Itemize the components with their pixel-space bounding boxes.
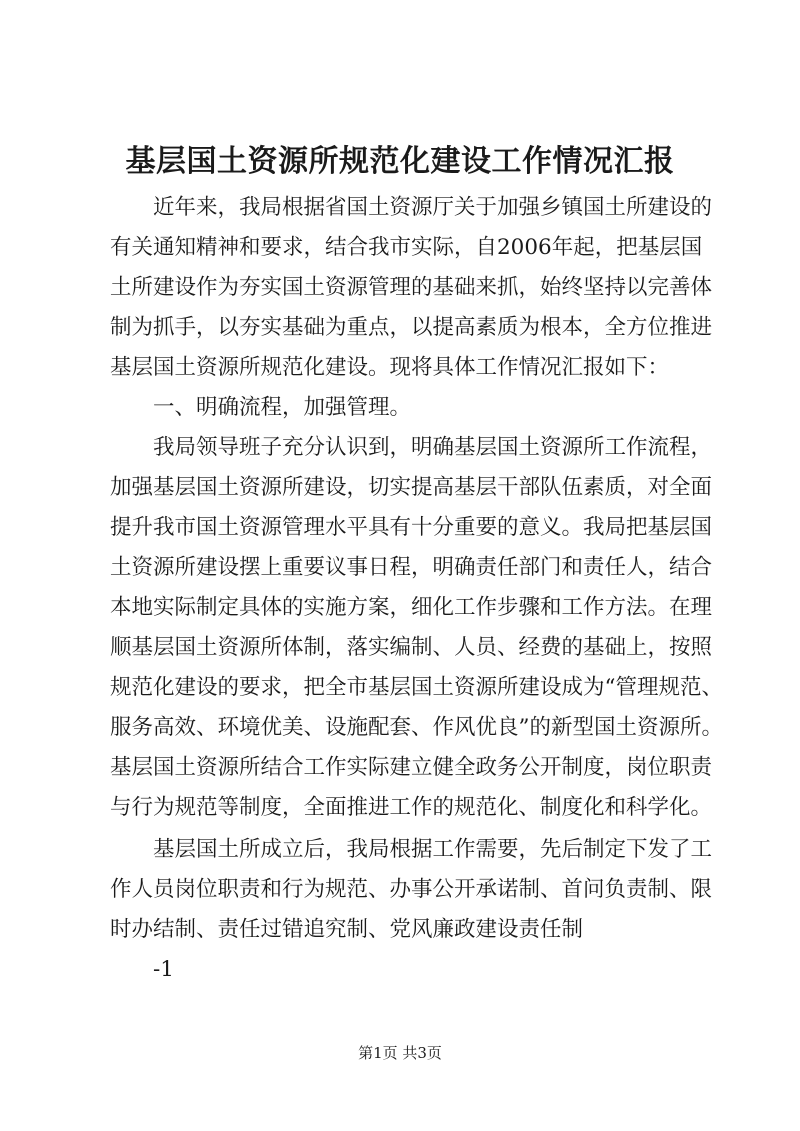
body-line: 时办结制、责任过错追究制、党风廉政建设责任制	[110, 917, 584, 942]
section-heading: 一、明确流程，加强管理。	[110, 395, 412, 420]
body-line: 规范化建设的要求，把全市基层国土资源所建设成为“管理规范、	[110, 675, 723, 700]
page-marker: -1	[110, 957, 174, 982]
page-footer: 第1页 共3页	[358, 1044, 442, 1062]
body-line: 本地实际制定具体的实施方案，细化工作步骤和工作方法。在理	[110, 595, 713, 620]
body-line: 提升我市国土资源管理水平具有十分重要的意义。我局把基层国	[110, 515, 713, 540]
body-line: 基层国土所成立后，我局根据工作需要，先后制定下发了工	[110, 837, 713, 862]
body-line: 服务高效、环境优美、设施配套、作风优良”的新型国土资源所。	[110, 715, 723, 740]
body-line: 作人员岗位职责和行为规范、办事公开承诺制、首问负责制、限	[110, 877, 713, 902]
body-line: 土所建设作为夯实国土资源管理的基础来抓，始终坚持以完善体	[110, 275, 713, 300]
body-line: 我局领导班子充分认识到，明确基层国土资源所工作流程，	[110, 435, 713, 460]
body-line: 近年来，我局根据省国土资源厅关于加强乡镇国土所建设的	[110, 195, 713, 220]
body-line: 土资源所建设摆上重要议事日程，明确责任部门和责任人，结合	[110, 555, 713, 580]
body-line: 基层国土资源所结合工作实际建立健全政务公开制度，岗位职责	[110, 755, 713, 780]
body-line: 有关通知精神和要求，结合我市实际，自2006年起，把基层国	[110, 235, 703, 260]
body-line: 顺基层国土资源所体制，落实编制、人员、经费的基础上，按照	[110, 635, 713, 660]
body-line: 加强基层国土资源所建设，切实提高基层干部队伍素质，对全面	[110, 475, 713, 500]
body-line: 基层国土资源所规范化建设。现将具体工作情况汇报如下：	[110, 355, 670, 380]
document-title: 基层国土资源所规范化建设工作情况汇报	[125, 144, 675, 179]
body-line: 与行为规范等制度，全面推进工作的规范化、制度化和科学化。	[110, 795, 713, 820]
body-line: 制为抓手，以夯实基础为重点，以提高素质为根本，全方位推进	[110, 315, 713, 340]
